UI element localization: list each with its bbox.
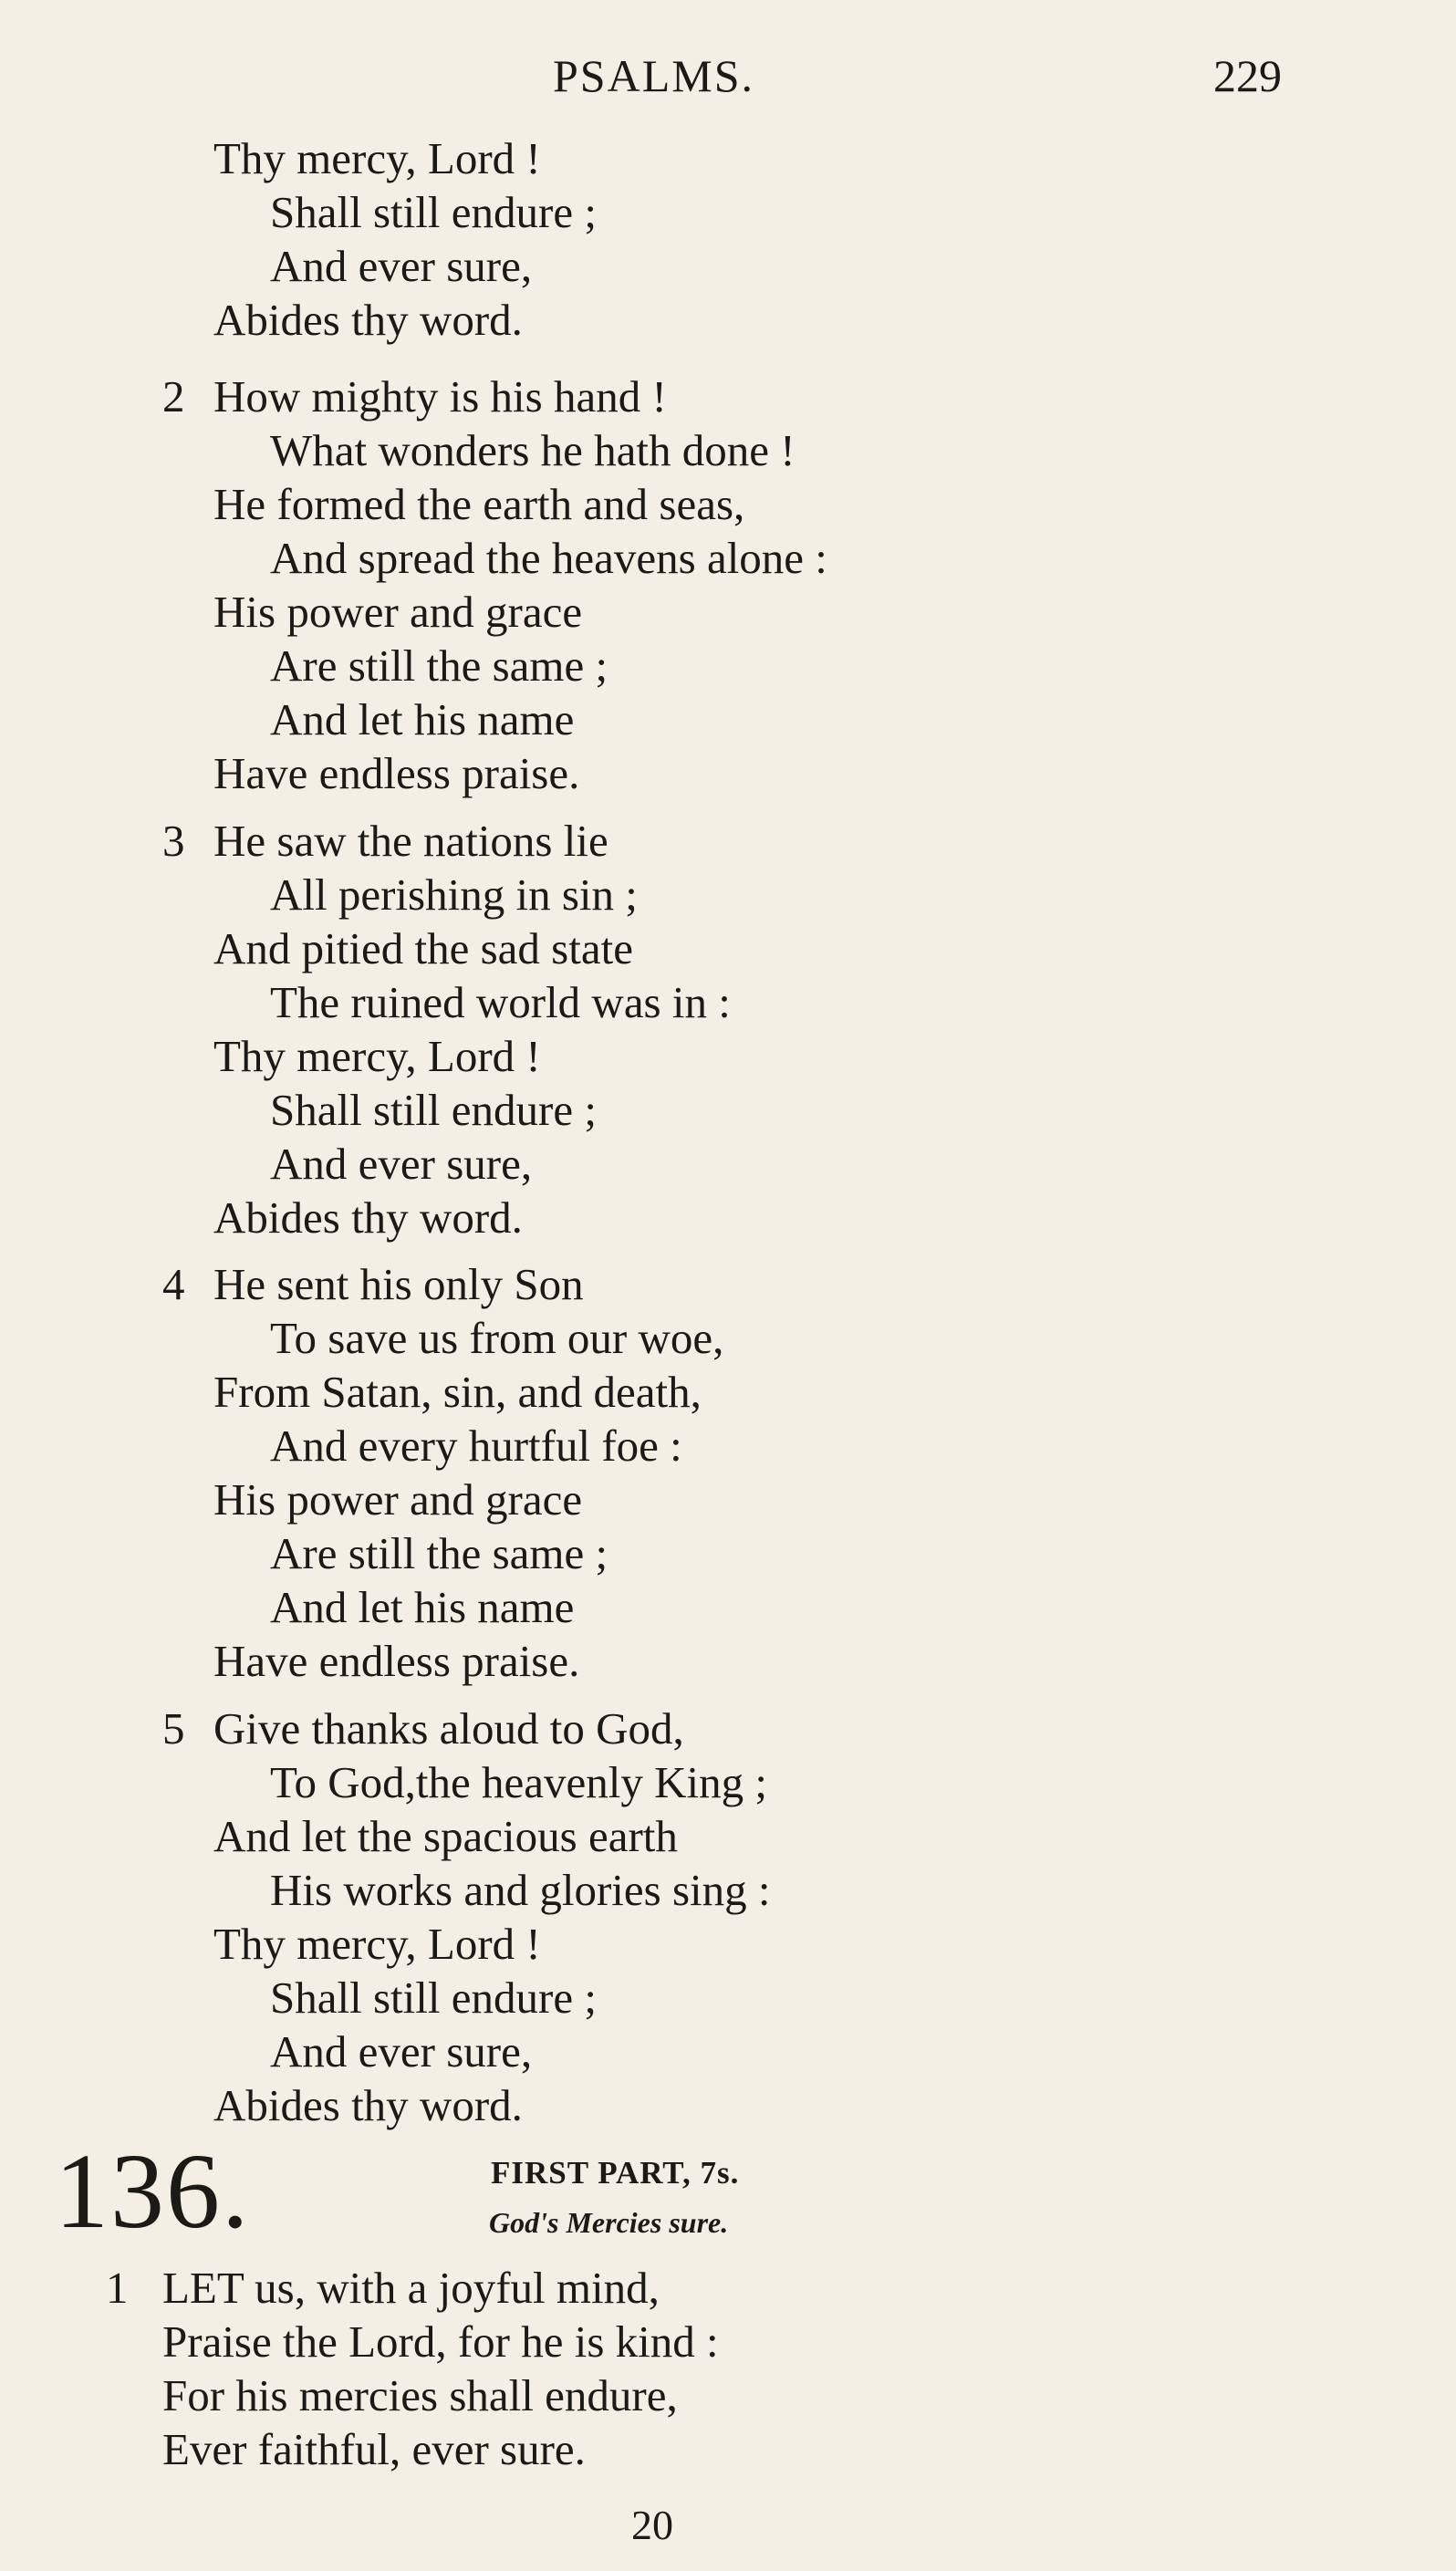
verse-line: Are still the same ;	[270, 1528, 608, 1578]
stanza-number: 4	[162, 1259, 185, 1309]
verse-line	[0, 1257, 1095, 1311]
verse-line: Are still the same ;	[270, 640, 608, 691]
verse-line-text: Give thanks aloud to God,	[213, 1703, 684, 1754]
hymn-136-stanza-1	[0, 2261, 1095, 2476]
verse-line: And ever sure,	[270, 2026, 533, 2077]
verse-line: And let his name	[270, 1582, 575, 1632]
verse-line: Have endless praise.	[213, 748, 580, 798]
verse-line: Thy mercy, Lord !	[213, 133, 541, 183]
verse-line: He formed the earth and seas,	[213, 479, 745, 529]
verse-line: Abides thy word.	[213, 1192, 523, 1243]
verse-line: Abides thy word.	[213, 295, 523, 345]
stanza-number: 3	[162, 816, 185, 866]
verse-line: His works and glories sing :	[270, 1865, 771, 1915]
verse-line: Shall still endure ;	[270, 1972, 597, 2023]
verse-line: And ever sure,	[270, 1139, 533, 1189]
verse-line: All perishing in sin ;	[270, 869, 638, 920]
verse-line-text: He sent his only Son	[213, 1259, 584, 1309]
verse-line: To save us from our woe,	[270, 1313, 724, 1363]
verse-line: His power and grace	[213, 1474, 583, 1525]
verse-line: And every hurtful foe :	[270, 1421, 682, 1471]
running-title: PSALMS.	[553, 50, 755, 101]
verse-line: Abides thy word.	[213, 2080, 523, 2130]
stanza-3	[0, 814, 1095, 1244]
stanza-4	[0, 1257, 1095, 1688]
page-number: 229	[1213, 50, 1282, 101]
verse-line-text: He saw the nations lie	[213, 816, 608, 866]
hymn-meter: FIRST PART, 7s.	[491, 2155, 740, 2191]
stanza-number: 1	[106, 2263, 129, 2313]
verse-line	[0, 1702, 1095, 1755]
hymn-number: 136.	[55, 2131, 251, 2251]
running-head	[0, 44, 1456, 108]
verse-line: From Satan, sin, and death,	[213, 1367, 702, 1417]
verse-line: What wonders he hath done !	[270, 425, 796, 475]
verse-line: And ever sure,	[270, 241, 533, 291]
stanza-2	[0, 370, 1095, 800]
stanza-number: 5	[162, 1703, 185, 1754]
verse-line: His power and grace	[213, 587, 583, 637]
verse-line: Have endless praise.	[213, 1636, 580, 1686]
verse-line: Shall still endure ;	[270, 1085, 597, 1135]
verse-line: And spread the heavens alone :	[270, 533, 827, 583]
verse-line	[0, 370, 1095, 423]
verse-line: The ruined world was in :	[270, 977, 731, 1027]
verse-line: And pitied the sad state	[213, 923, 633, 973]
verse-line: To God,the heavenly King ;	[270, 1757, 767, 1807]
signature-mark: 20	[631, 2502, 673, 2548]
verse-line-text: How mighty is his hand !	[213, 371, 667, 422]
verse-line: And let the spacious earth	[213, 1811, 678, 1861]
stanza-5	[0, 1702, 1095, 2132]
stanza-number: 2	[162, 371, 185, 422]
verse-line: Praise the Lord, for he is kind :	[162, 2316, 719, 2367]
verse-line-text: LET us, with a joyful mind,	[162, 2263, 660, 2313]
verse-line: For his mercies shall endure,	[162, 2370, 678, 2420]
verse-line: Thy mercy, Lord !	[213, 1031, 541, 1081]
verse-line	[0, 814, 1095, 868]
verse-line	[0, 2261, 1095, 2315]
stanza-continuation	[0, 131, 1095, 347]
hymn-heading	[55, 2131, 1058, 2264]
verse-line: And let his name	[270, 694, 575, 744]
hymn-subtitle: God's Mercies sure.	[489, 2206, 729, 2239]
verse-line: Thy mercy, Lord !	[213, 1919, 541, 1969]
verse-line: Ever faithful, ever sure.	[162, 2424, 586, 2474]
verse-line: Shall still endure ;	[270, 187, 597, 237]
